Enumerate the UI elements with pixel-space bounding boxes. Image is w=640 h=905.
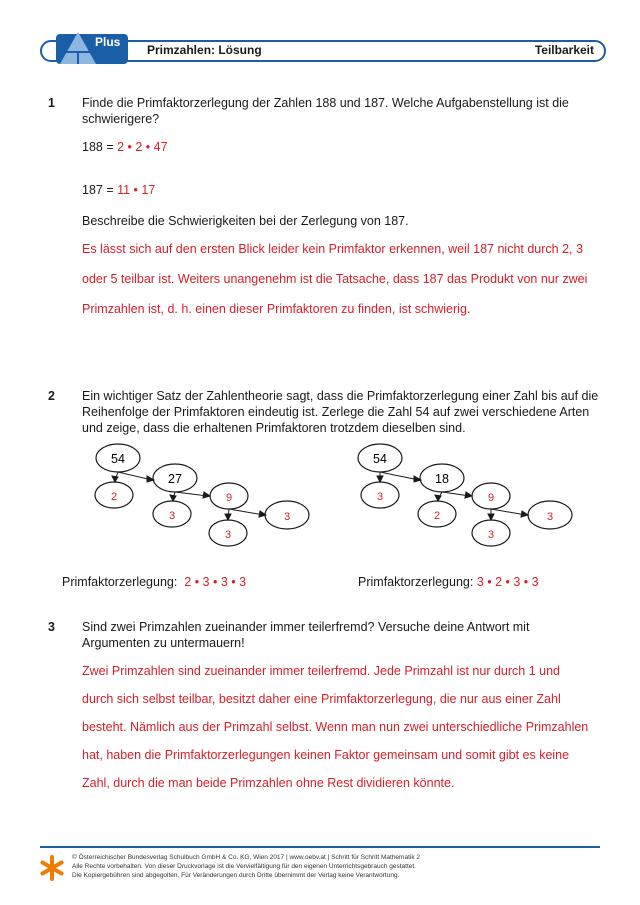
task-1-question: Finde die Primfaktorzerlegung der Zahlen 188 und 187. Welche Aufgabenstellung ist die schwierigere? (82, 96, 569, 126)
tree-node-root-label: 54 (373, 452, 387, 466)
equation-187-answer: 11 • 17 (117, 183, 156, 197)
result-left-value: 2 • 3 • 3 • 3 (184, 575, 247, 589)
task-1-prompt: Beschreibe die Schwierigkeiten bei der Zerlegung von 187. (82, 214, 409, 228)
result-right-value: 3 • 2 • 3 • 3 (476, 575, 539, 589)
task-1-number: 1 (48, 96, 55, 110)
equation-187-left: 187 = (82, 183, 118, 197)
tree-node-sub-label: 9 (487, 492, 495, 504)
tree-arrows-right (377, 472, 528, 520)
tree-arrows-left (112, 472, 266, 520)
footer-rule (40, 846, 600, 848)
footer-line: Alle Rechte vorbehalten. Von dieser Druckvorlage ist die Vervielfältigung für den eigenen Unterrichtsgebrauch gestattet. (72, 863, 416, 870)
tree-node-factor-label: 2 (110, 491, 118, 503)
equation-188-left: 188 = (82, 140, 118, 154)
task-3-answer-line: besteht. Nämlich aus der Primzahl selbst. Wenn man nun zwei unterschiedliche Primzahlen (82, 720, 589, 734)
factor-tree-left (88, 440, 328, 555)
task-3-answer-line: Zahl, durch die man beide Primzahlen ohne Rest dividieren könnte. (82, 776, 455, 790)
footer-copyright (72, 853, 572, 880)
equation-188-answer: 2 • 2 • 47 (117, 140, 168, 154)
task-3-answer-line: Zwei Primzahlen sind zueinander immer teilerfremd. Jede Primzahl ist nur durch 1 und (82, 664, 560, 678)
result-right-label: Primfaktorzerlegung: (358, 575, 474, 589)
task-3-answer-line: durch sich selbst teilbar, besitzt daher eine Primfaktorzerlegung, die nur aus einer Zahl (82, 692, 561, 706)
tree-node-mid-label: 18 (435, 472, 449, 486)
tree-node-sub-label: 9 (225, 492, 233, 504)
task-1-answer-line: Primzahlen ist, d. h. einen dieser Primfaktoren zu finden, ist schwierig. (82, 302, 471, 316)
tree-node-factor-label: 3 (224, 529, 232, 541)
factor-tree-right (350, 440, 590, 555)
footer-line: Die Kopiergebühren sind abgegolten. Für Veränderungen durch Dritte übernimmt der Verlag keine Verantwortung. (72, 872, 400, 879)
task-1-answer-line: Es lässt sich auf den ersten Blick leider kein Primfaktor erkennen, weil 187 nicht durch 2, 3 (82, 242, 583, 256)
tree-node-factor-label: 3 (546, 511, 554, 523)
task-3-number: 3 (48, 620, 55, 634)
footer-line: © Österreichischer Bundesverlag Schulbuch GmbH & Co. KG, Wien 2017 | www.oebv.at | Schritt für Schritt Mathematik 2 (72, 854, 420, 861)
result-left (62, 575, 246, 589)
publisher-star-icon (40, 855, 64, 881)
result-left-label: Primfaktorzerlegung: (62, 575, 178, 589)
tree-node-factor-label: 3 (487, 529, 495, 541)
task-1-equation-188 (82, 140, 168, 154)
tree-node-factor-label: 3 (168, 510, 176, 522)
logo-label: Plus (95, 35, 121, 49)
result-right (358, 575, 539, 589)
section-title: Teilbarkeit (534, 43, 594, 57)
tree-node-factor-label: 3 (376, 491, 384, 503)
tree-node-mid-label: 27 (168, 472, 182, 486)
task-1-answer-line: oder 5 teilbar ist. Weiters unangenehm ist die Tatsache, dass 187 das Produkt von nur zwei (82, 272, 588, 286)
task-2-number: 2 (48, 389, 55, 403)
tree-node-factor-label: 2 (433, 510, 441, 522)
task-3-answer-line: hat, haben die Primfaktorzerlegungen keinen Faktor gemeinsam und somit gibt es keine (82, 748, 570, 762)
task-3-question: Sind zwei Primzahlen zueinander immer teilerfremd? Versuche deine Antwort mit Argumenten zu untermauern! (82, 620, 530, 650)
task-2-question: Ein wichtiger Satz der Zahlentheorie sagt, dass die Primfaktorzerlegung einer Zahl bis auf die Reihenfolge der Primfaktoren eindeutig ist. Zerlege die Zahl 54 auf zwei verschiedene Arten und zeige, dass die erhaltenen Primfaktoren trotzdem dieselben sind. (82, 389, 599, 435)
tree-node-root-label: 54 (111, 452, 125, 466)
page-title: Primzahlen: Lösung (147, 43, 262, 57)
tree-node-factor-label: 3 (283, 511, 291, 523)
task-1-equation-187 (82, 183, 155, 197)
